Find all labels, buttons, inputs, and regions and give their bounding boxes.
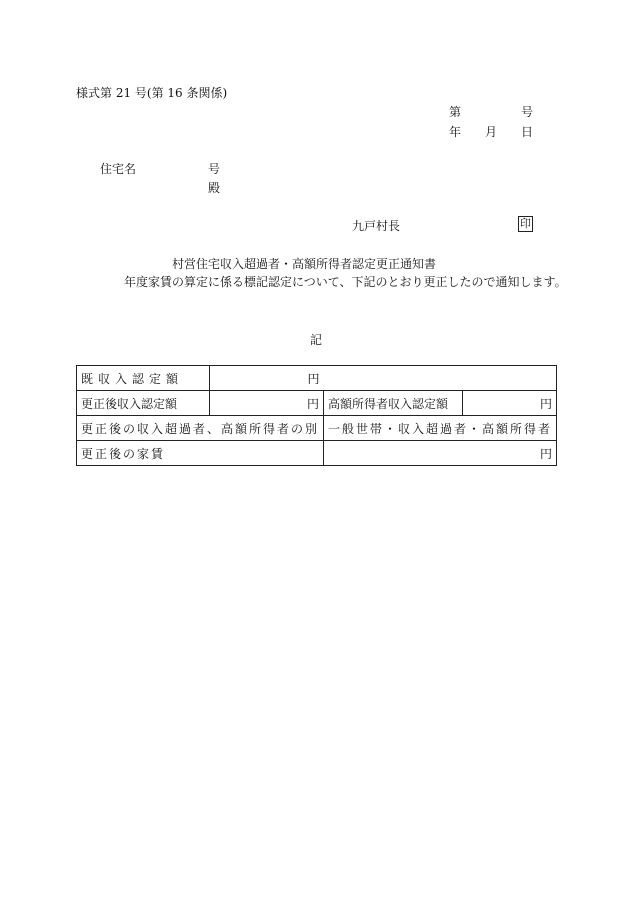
- recipient-dono: 殿: [208, 181, 221, 195]
- label-existing-income: 既収入認定額: [77, 366, 210, 391]
- label-revised-income: 更正後収入認定額: [77, 391, 210, 416]
- label-high-income: 高額所得者収入認定額: [324, 391, 463, 416]
- empty-cell: [324, 366, 557, 391]
- table-row: [77, 416, 557, 441]
- body-text: 年度家賃の算定に係る標記認定について、下記のとおり更正したので通知します。: [124, 275, 567, 289]
- doc-number-dai: 第: [449, 105, 462, 119]
- ki-heading: 記: [310, 333, 323, 347]
- document-title: 村営住宅収入超過者・高額所得者認定更正通知書: [172, 257, 437, 271]
- recipient-label: 住宅名: [100, 162, 137, 176]
- table-row: [77, 391, 557, 416]
- label-category-after-revision: 更正後の収入超過者、高額所得者の別: [77, 416, 324, 441]
- label-rent-after-revision: 更正後の家賃: [77, 441, 324, 466]
- date-year: 年: [449, 125, 462, 139]
- form-number: 様式第 21 号(第 16 条関係): [76, 86, 228, 100]
- details-table: [76, 365, 557, 466]
- issuer: 九戸村長: [352, 219, 401, 233]
- value-category-options: 一般世帯・収入超過者・高額所得者: [324, 416, 557, 441]
- date-month: 月: [485, 125, 498, 139]
- doc-number-go: 号: [521, 105, 534, 119]
- seal-stamp: 印: [520, 217, 531, 230]
- table-row: [77, 441, 557, 466]
- value-high-income-unit: 円: [463, 391, 557, 416]
- table-row: [77, 366, 557, 391]
- date-day: 日: [521, 125, 534, 139]
- value-rent-unit: 円: [324, 441, 557, 466]
- value-revised-income-unit: 円: [210, 391, 324, 416]
- value-existing-income-unit: 円: [210, 366, 324, 391]
- recipient-go: 号: [208, 162, 221, 176]
